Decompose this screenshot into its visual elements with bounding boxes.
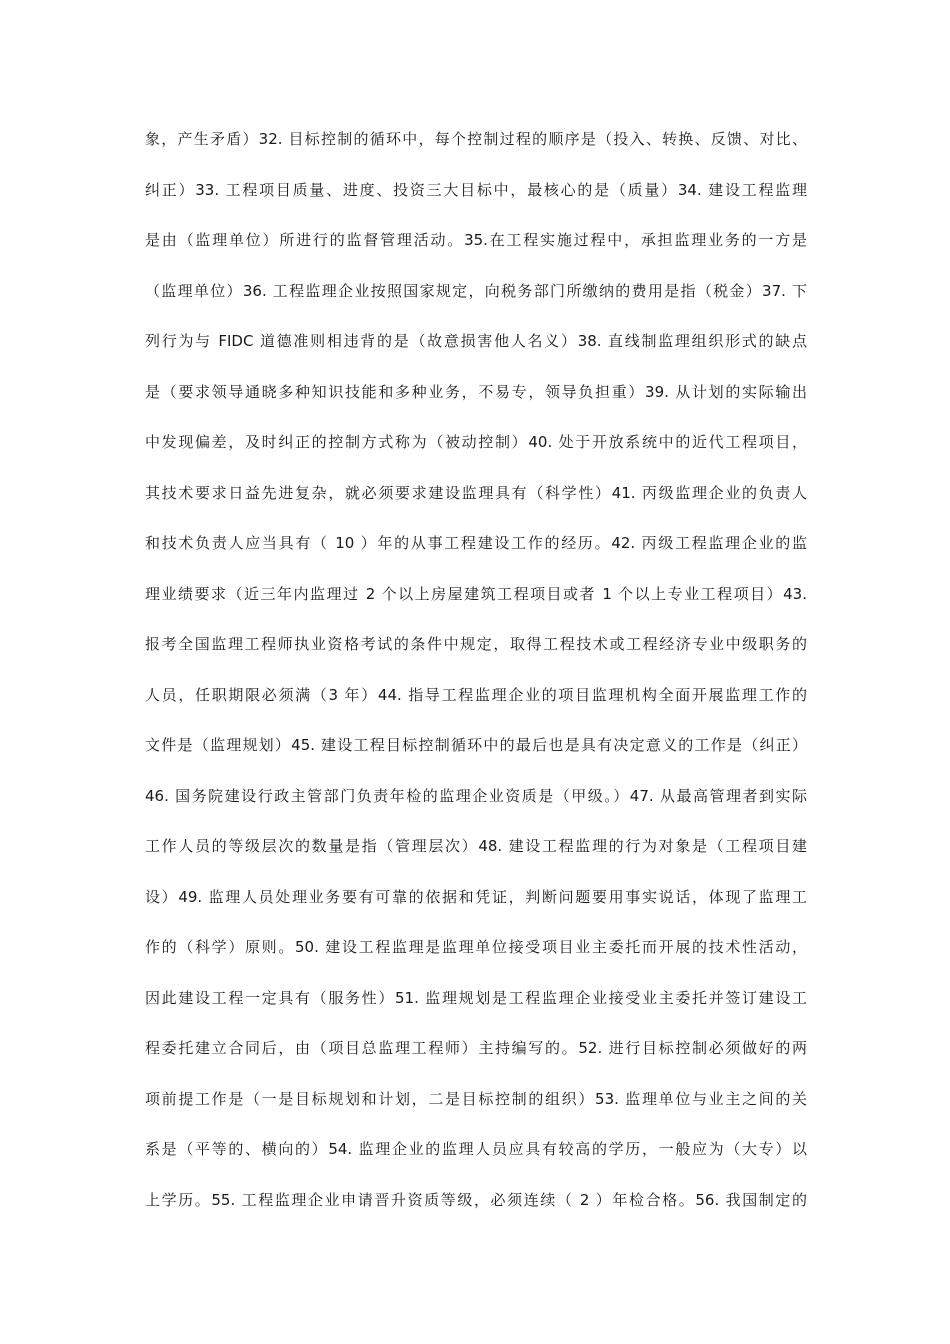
text-line: 是由（监理单位）所进行的监督管理活动。35.在工程实施过程中，承担监理业务的一方是 bbox=[145, 231, 807, 249]
text-line: 上学历。55. 工程监理企业申请晋升资质等级，必须连续（ 2 ）年检合格。56. 我国制定的 bbox=[145, 1191, 807, 1209]
text-line: 是（要求领导通晓多种知识技能和多种业务，不易专，领导负担重）39. 从计划的实际输出 bbox=[145, 383, 807, 401]
text-line: 和技术负责人应当具有（ 10 ）年的从事工程建设工作的经历。42. 丙级工程监理企业的监 bbox=[145, 534, 807, 552]
text-line: （监理单位）36. 工程监理企业按照国家规定，向税务部门所缴纳的费用是指（税金）37. 下 bbox=[145, 282, 807, 300]
text-line: 因此建设工程一定具有（服务性）51. 监理规划是工程监理企业接受业主委托并签订建设工 bbox=[145, 989, 807, 1007]
text-line: 工作人员的等级层次的数量是指（管理层次）48. 建设工程监理的行为对象是（工程项目建 bbox=[145, 837, 807, 855]
text-line: 理业绩要求（近三年内监理过 2 个以上房屋建筑工程项目或者 1 个以上专业工程项目）43. bbox=[145, 585, 807, 603]
text-line: 列行为与 FIDC 道德准则相违背的是（故意损害他人名义）38. 直线制监理组织形式的缺点 bbox=[145, 332, 807, 350]
text-line: 其技术要求日益先进复杂，就必须要求建设监理具有（科学性）41. 丙级监理企业的负责人 bbox=[145, 484, 807, 502]
text-line: 人员，任职期限必须满（3 年）44. 指导工程监理企业的项目监理机构全面开展监理工作的 bbox=[145, 686, 807, 704]
text-line: 纠正）33. 工程项目质量、进度、投资三大目标中，最核心的是（质量）34. 建设工程监理 bbox=[145, 181, 807, 199]
text-line: 作的（科学）原则。50. 建设工程监理是监理单位接受项目业主委托而开展的技术性活动， bbox=[145, 938, 807, 956]
text-line: 报考全国监理工程师执业资格考试的条件中规定，取得工程技术或工程经济专业中级职务的 bbox=[145, 635, 807, 653]
text-line: 系是（平等的、横向的）54. 监理企业的监理人员应具有较高的学历，一般应为（大专）以 bbox=[145, 1140, 807, 1158]
text-line: 文件是（监理规划）45. 建设工程目标控制循环中的最后也是具有决定意义的工作是（纠正） bbox=[145, 736, 807, 754]
text-line: 项前提工作是（一是目标规划和计划，二是目标控制的组织）53. 监理单位与业主之间的关 bbox=[145, 1090, 807, 1108]
text-line: 象，产生矛盾）32. 目标控制的循环中，每个控制过程的顺序是（投入、转换、反馈、对比、 bbox=[145, 130, 807, 148]
text-line: 程委托建立合同后，由（项目总监理工程师）主持编写的。52. 进行目标控制必须做好的两 bbox=[145, 1039, 807, 1057]
text-line: 46. 国务院建设行政主管部门负责年检的监理企业资质是（甲级。）47. 从最高管理者到实际 bbox=[145, 787, 807, 805]
text-line: 设）49. 监理人员处理业务要有可靠的依据和凭证，判断问题要用事实说话，体现了监理工 bbox=[145, 888, 807, 906]
text-line: 中发现偏差，及时纠正的控制方式称为（被动控制）40. 处于开放系统中的近代工程项目， bbox=[145, 433, 807, 451]
